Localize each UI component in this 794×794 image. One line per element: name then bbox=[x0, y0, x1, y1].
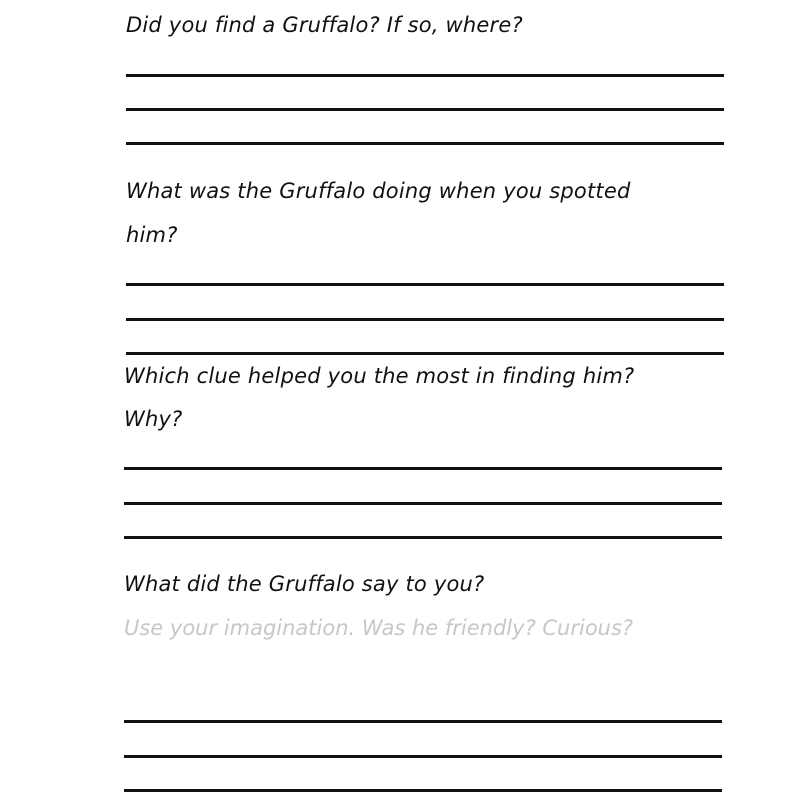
question-1-text: Did you find a Gruffalo? If so, where? bbox=[126, 13, 523, 37]
answer-line[interactable] bbox=[124, 502, 722, 505]
question-2-text-line-2: him? bbox=[126, 223, 178, 247]
question-4-hint: Use your imagination. Was he friendly? Curious? bbox=[124, 616, 634, 640]
question-2-text-line-1: What was the Gruffalo doing when you spotted bbox=[126, 179, 631, 203]
question-3-text-line-2: Why? bbox=[124, 407, 183, 431]
answer-line[interactable] bbox=[126, 108, 724, 111]
answer-line[interactable] bbox=[126, 318, 724, 321]
answer-line[interactable] bbox=[124, 467, 722, 470]
answer-line[interactable] bbox=[124, 536, 722, 539]
answer-line[interactable] bbox=[126, 283, 724, 286]
answer-line[interactable] bbox=[124, 789, 722, 792]
question-3-text-line-1: Which clue helped you the most in finding him? bbox=[124, 364, 635, 388]
answer-line[interactable] bbox=[124, 720, 722, 723]
answer-line[interactable] bbox=[126, 142, 724, 145]
answer-line[interactable] bbox=[124, 755, 722, 758]
question-4-text: What did the Gruffalo say to you? bbox=[124, 572, 485, 596]
answer-line[interactable] bbox=[126, 74, 724, 77]
